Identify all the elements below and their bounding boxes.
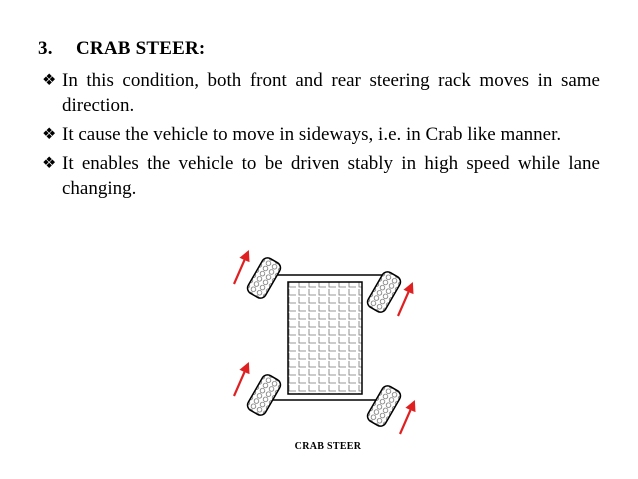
wheel-front-right — [365, 270, 402, 315]
arrow-rear-left — [234, 364, 248, 396]
arrow-front-right — [398, 284, 412, 316]
bullet-list — [42, 68, 600, 205]
bullet-item — [42, 68, 600, 118]
section-title: CRAB STEER: — [76, 38, 206, 59]
diamond-dots-icon: ❖ — [42, 72, 57, 89]
wheel-rear-right — [365, 384, 402, 429]
wheel-front-left — [245, 256, 282, 301]
crab-steer-diagram — [228, 240, 428, 460]
bullet-item — [42, 122, 600, 147]
section-heading — [38, 38, 205, 60]
diamond-dots-icon: ❖ — [42, 126, 57, 143]
vehicle-chassis — [288, 282, 362, 394]
arrow-front-left — [234, 252, 248, 284]
section-number: 3. — [38, 38, 53, 59]
wheel-rear-left — [245, 373, 282, 418]
bullet-text: It enables the vehicle to be driven stably in high speed while lane changing. — [62, 153, 600, 199]
diamond-dots-icon: ❖ — [42, 155, 57, 172]
figure-caption: CRAB STEER — [294, 441, 362, 452]
bullet-text: It cause the vehicle to move in sideways, i.e. in Crab like manner. — [62, 124, 562, 145]
bullet-text: In this condition, both front and rear steering rack moves in same direction. — [62, 70, 600, 116]
bullet-item — [42, 151, 600, 201]
arrow-rear-right — [400, 402, 414, 434]
